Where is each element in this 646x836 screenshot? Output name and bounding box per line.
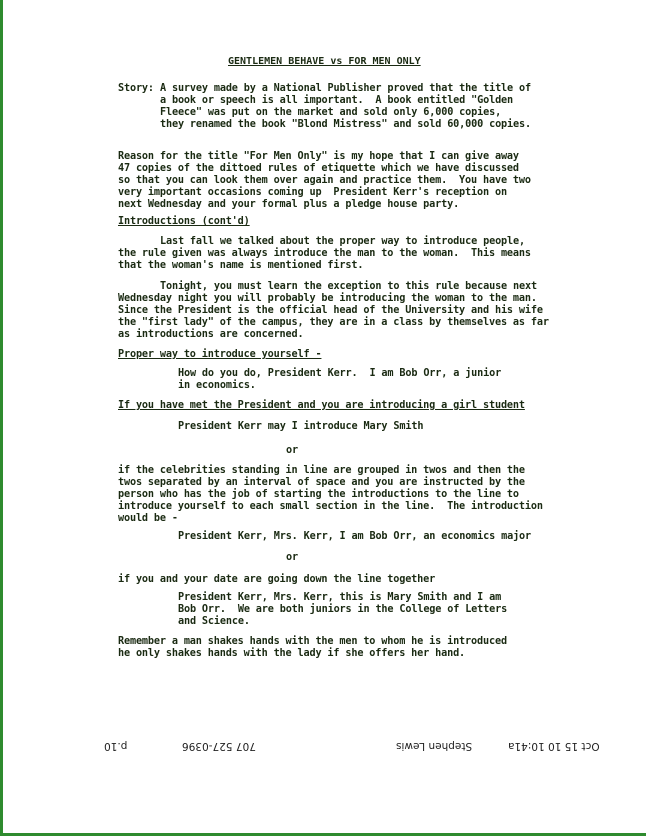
reason-line: next Wednesday and your formal plus a pledge house party.: [118, 199, 460, 210]
remember-line: he only shakes hands with the lady if she offers her hand.: [118, 648, 466, 659]
both-line: Bob Orr. We are both juniors in the College of Letters: [178, 604, 508, 615]
celebrities-line: if the celebrities standing in line are grouped in twos and then the: [118, 465, 525, 476]
tonight-line: as introductions are concerned.: [118, 329, 304, 340]
story-line: Fleece" was put on the market and sold only 6,000 copies,: [160, 107, 502, 118]
celebrities-line: person who has the job of starting the introductions to the line to: [118, 489, 519, 500]
scan-edge-left: [0, 0, 3, 836]
fax-page-number: p.10: [104, 740, 128, 752]
intro-mary-line: President Kerr may I introduce Mary Smith: [178, 421, 424, 432]
intro-bob-line: President Kerr, Mrs. Kerr, I am Bob Orr, an economics major: [178, 531, 532, 542]
document-title: GENTLEMEN BEHAVE vs FOR MEN ONLY: [228, 56, 421, 67]
remember-line: Remember a man shakes hands with the men to whom he is introduced: [118, 636, 507, 647]
tonight-line: the "first lady" of the campus, they are in a class by themselves as far: [118, 317, 549, 328]
tonight-line: Tonight, you must learn the exception to this rule because next: [160, 281, 537, 292]
or-separator: or: [286, 552, 298, 563]
both-line: and Science.: [178, 616, 250, 627]
celebrities-line: twos separated by an interval of space and you are instructed by the: [118, 477, 525, 488]
proper-way-line: How do you do, President Kerr. I am Bob Orr, a junior: [178, 368, 502, 379]
date-line: if you and your date are going down the line together: [118, 574, 436, 585]
story-line: they renamed the book "Blond Mistress" and sold 60,000 copies.: [160, 119, 531, 130]
proper-way-heading: Proper way to introduce yourself -: [118, 349, 322, 360]
reason-line: so that you can look them over again and practice them. You have two: [118, 175, 531, 186]
fax-sender: Stephen Lewis: [396, 740, 473, 752]
reason-line: very important occasions coming up President Kerr's reception on: [118, 187, 507, 198]
story-label: Story:: [118, 83, 154, 94]
celebrities-line: would be -: [118, 513, 178, 524]
proper-way-line: in economics.: [178, 380, 256, 391]
fax-date: Oct 15 10 10:41a: [508, 740, 600, 752]
tonight-line: Wednesday night you will probably be introducing the woman to the man.: [118, 293, 537, 304]
last-fall-line: that the woman's name is mentioned first.: [118, 260, 364, 271]
tonight-line: Since the President is the official head of the University and his wife: [118, 305, 543, 316]
last-fall-line: the rule given was always introduce the man to the woman. This means: [118, 248, 531, 259]
both-line: President Kerr, Mrs. Kerr, this is Mary Smith and I am: [178, 592, 502, 603]
story-line: a book or speech is all important. A book entitled "Golden: [160, 95, 514, 106]
introductions-heading: Introductions (cont'd): [118, 216, 250, 227]
if-met-heading: If you have met the President and you are introducing a girl student: [118, 400, 525, 411]
reason-line: 47 copies of the dittoed rules of etiquette which we have discussed: [118, 163, 519, 174]
or-separator: or: [286, 445, 298, 456]
reason-line: Reason for the title "For Men Only" is my hope that I can give away: [118, 151, 519, 162]
story-line: A survey made by a National Publisher proved that the title of: [160, 83, 531, 94]
celebrities-line: introduce yourself to each small section in the line. The introduction: [118, 501, 543, 512]
last-fall-line: Last fall we talked about the proper way to introduce people,: [160, 236, 525, 247]
fax-phone: 707 527-0396: [182, 740, 256, 752]
